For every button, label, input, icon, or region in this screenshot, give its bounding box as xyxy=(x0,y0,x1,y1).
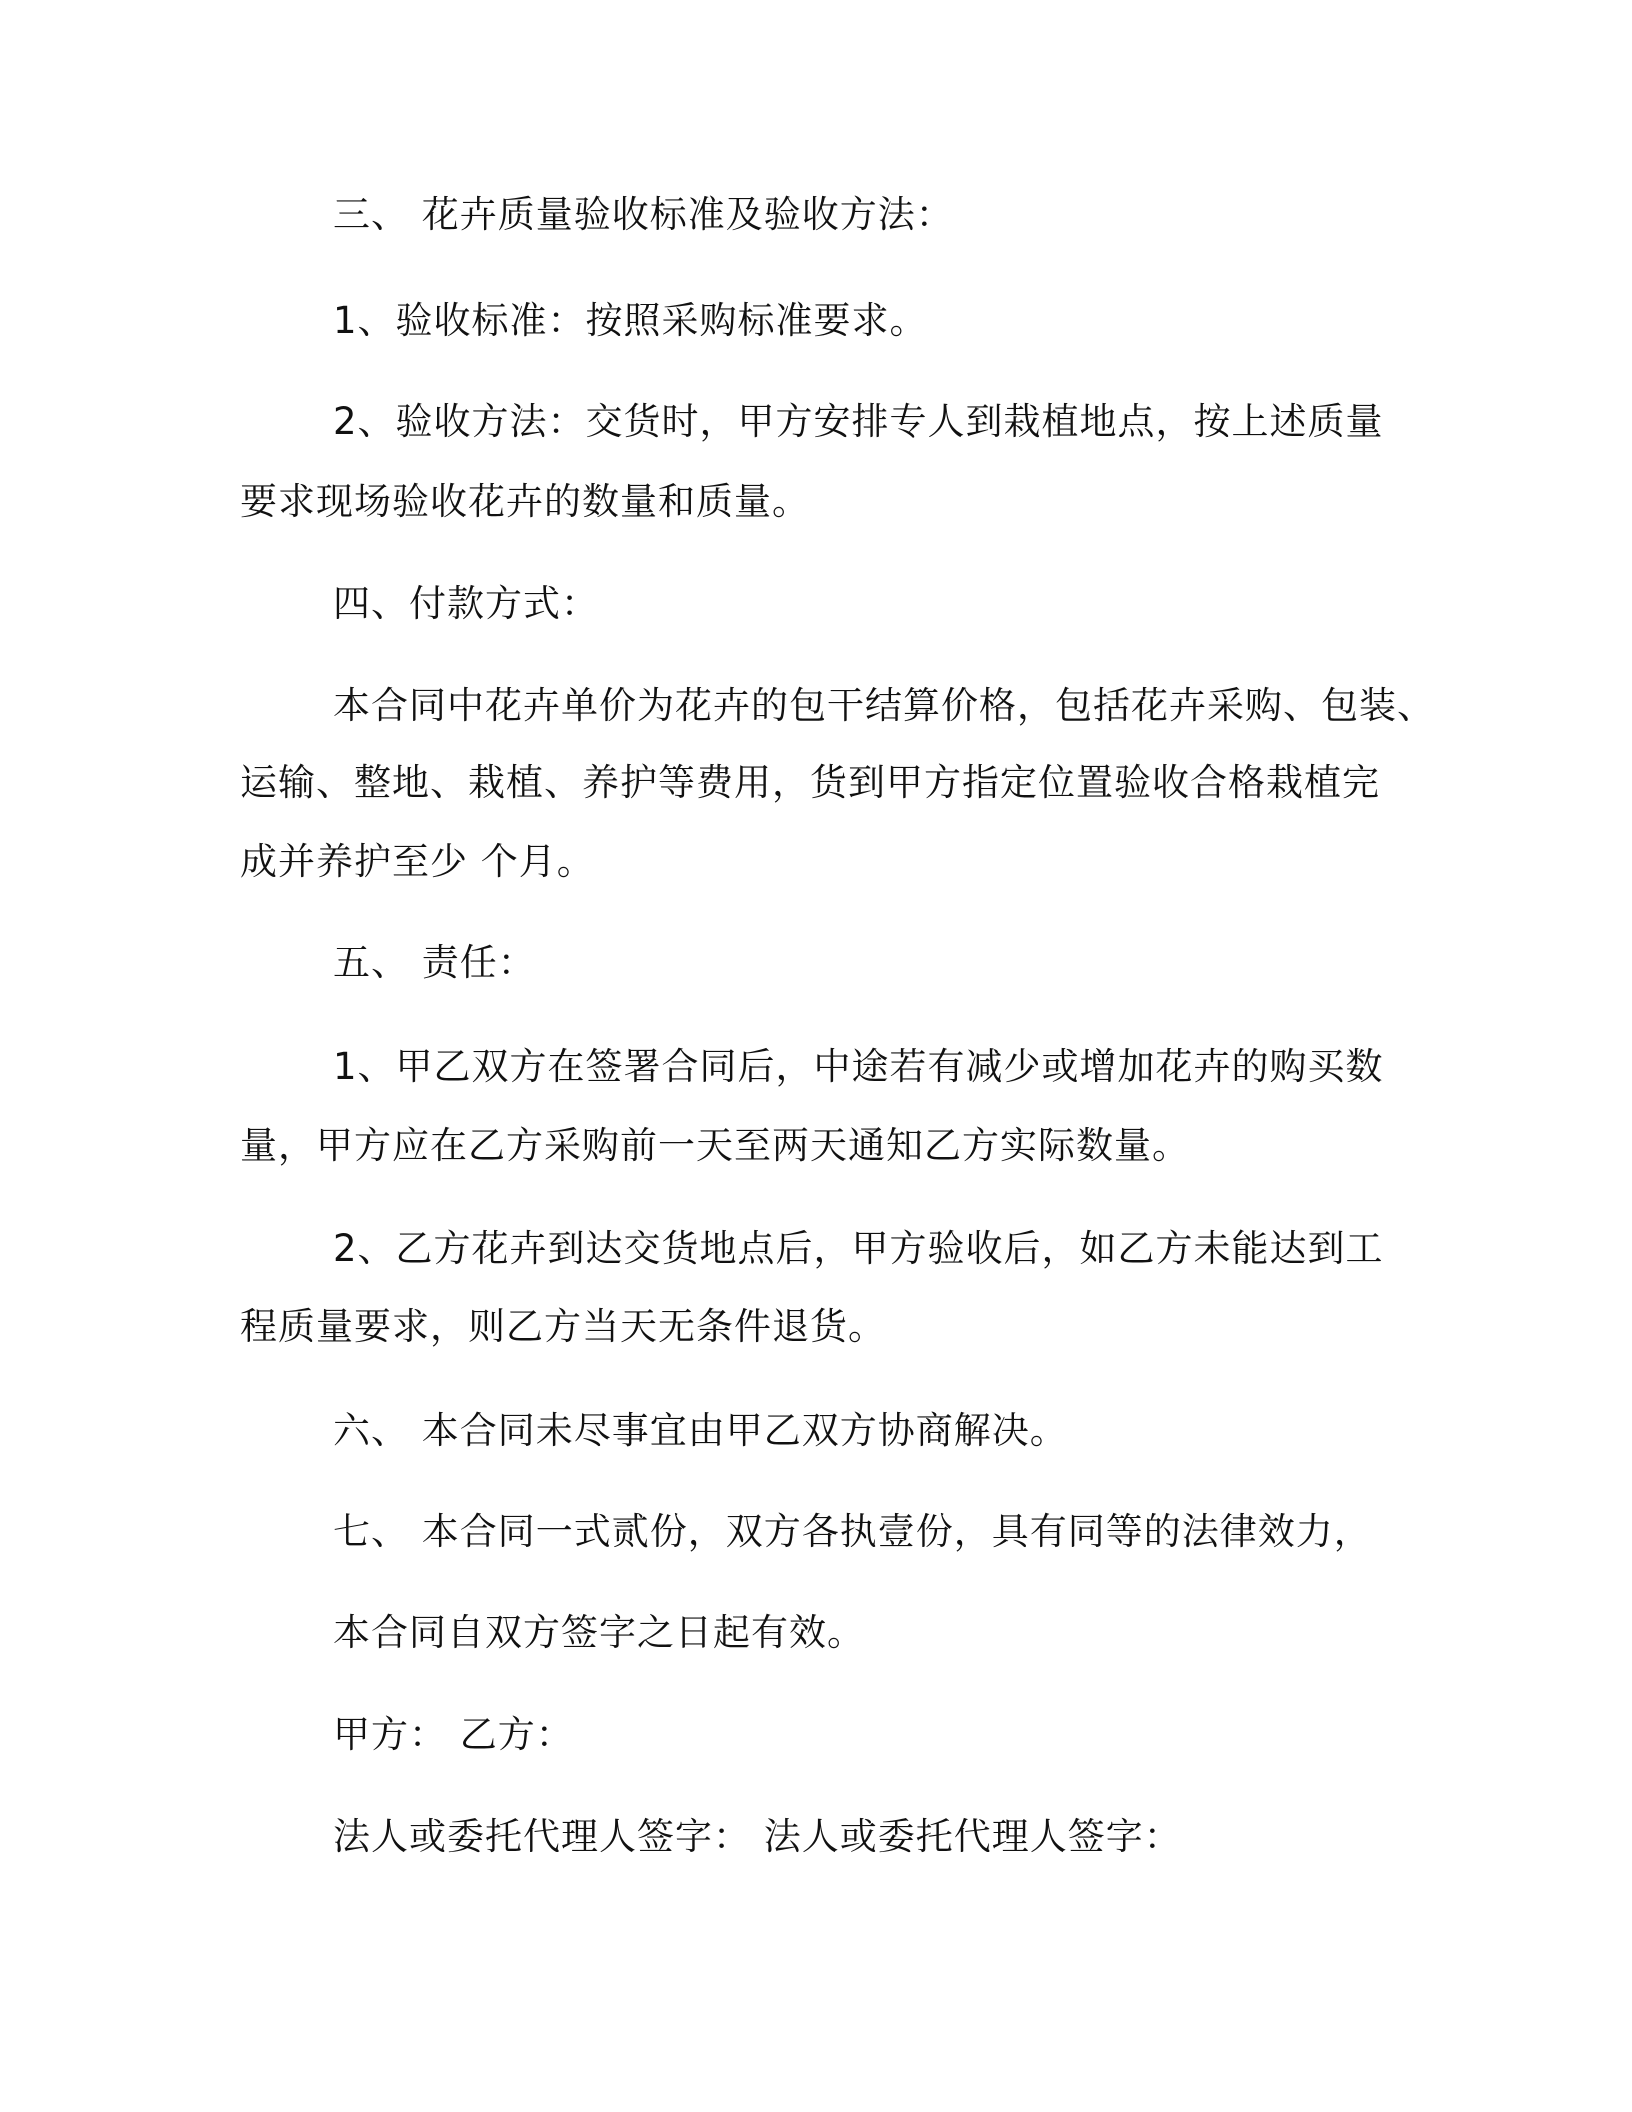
section4-para-line2: 运输、整地、栽植、养护等费用，货到甲方指定位置验收合格栽植完 xyxy=(240,761,1380,804)
section3-item2-line2: 要求现场验收花卉的数量和质量。 xyxy=(240,480,810,523)
section3-item2-line1: 2、验收方法：交货时，甲方安排专人到栽植地点，按上述质量 xyxy=(333,400,1384,443)
section3-title: 三、 花卉质量验收标准及验收方法： xyxy=(333,193,954,236)
section7-line1: 七、 本合同一式贰份，双方各执壹份，具有同等的法律效力， xyxy=(333,1510,1372,1553)
parties-line: 甲方： 乙方： xyxy=(333,1713,574,1756)
section7-line2: 本合同自双方签字之日起有效。 xyxy=(333,1611,865,1654)
signatures-line: 法人或委托代理人签字： 法人或委托代理人签字： xyxy=(333,1815,1182,1858)
section4-title: 四、付款方式： xyxy=(333,582,599,625)
section5-item2-line2: 程质量要求，则乙方当天无条件退货。 xyxy=(240,1305,886,1348)
section4-para-line3: 成并养护至少 个月。 xyxy=(240,840,595,883)
section5-item1-line2: 量，甲方应在乙方采购前一天至两天通知乙方实际数量。 xyxy=(240,1124,1190,1167)
section6: 六、 本合同未尽事宜由甲乙双方协商解决。 xyxy=(333,1409,1068,1452)
section5-title: 五、 责任： xyxy=(333,941,536,984)
section5-item1-line1: 1、甲乙双方在签署合同后，中途若有减少或增加花卉的购买数 xyxy=(333,1045,1384,1088)
section5-item2-line1: 2、乙方花卉到达交货地点后，甲方验收后，如乙方未能达到工 xyxy=(333,1227,1384,1270)
section3-item1: 1、验收标准：按照采购标准要求。 xyxy=(333,299,928,342)
section4-para-line1: 本合同中花卉单价为花卉的包干结算价格，包括花卉采购、包装、 xyxy=(333,684,1435,727)
